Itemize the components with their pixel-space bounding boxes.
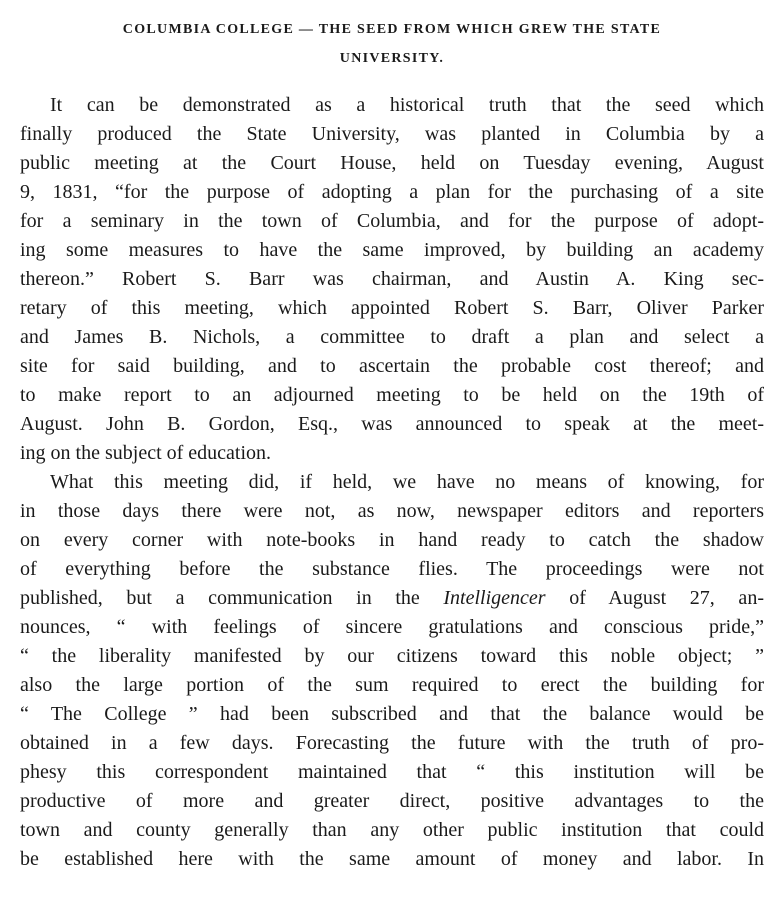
paragraph-1-line: 9, 1831, “for the purpose of adopting a plan for the purchasing of a site (20, 181, 764, 203)
newspaper-title: Intelligencer (443, 587, 546, 609)
paragraph-2-line: productive of more and greater direct, positive advantages to the (20, 790, 764, 812)
paragraph-2-line (20, 585, 764, 611)
text-run: published, but a communication in the (20, 587, 444, 609)
paragraph-2-line: of everything before the substance flies. The proceedings were not (20, 558, 764, 580)
paragraph-1-line: finally produced the State University, was planted in Columbia by a (20, 123, 764, 145)
paragraph-2-line: obtained in a few days. Forecasting the future with the truth of pro- (20, 732, 764, 754)
paragraph-1-line: August. John B. Gordon, Esq., was announced to speak at the meet- (20, 413, 764, 435)
paragraph-2-line: What this meeting did, if held, we have no means of knowing, for (50, 471, 764, 493)
paragraph-1-line: ing some measures to have the same improved, by building an academy (20, 239, 764, 261)
paragraph-2-line: town and county generally than any other public institution that could (20, 819, 764, 841)
paragraph-1-line: site for said building, and to ascertain the probable cost thereof; and (20, 355, 764, 377)
paragraph-1-line: It can be demonstrated as a historical truth that the seed which (50, 94, 764, 116)
section-heading-line-1: COLUMBIA COLLEGE — THE SEED FROM WHICH GREW THE STATE (122, 22, 662, 37)
paragraph-1-line: thereon.” Robert S. Barr was chairman, and Austin A. King sec- (20, 268, 764, 290)
paragraph-1-line: public meeting at the Court House, held on Tuesday evening, August (20, 152, 764, 174)
paragraph-2-line: phesy this correspondent maintained that “ this institution will be (20, 761, 764, 783)
paragraph-1-line: retary of this meeting, which appointed Robert S. Barr, Oliver Parker (20, 297, 764, 319)
paragraph-1-line: ing on the subject of education. (20, 442, 272, 464)
paragraph-1-line: and James B. Nichols, a committee to draft a plan and select a (20, 326, 764, 348)
paragraph-2-line: also the large portion of the sum required to erect the building for (20, 674, 764, 696)
section-heading-line-2: UNIVERSITY. (339, 51, 445, 66)
paragraph-2-line: in those days there were not, as now, newspaper editors and reporters (20, 500, 764, 522)
paragraph-2-line: nounces, “ with feelings of sincere gratulations and conscious pride,” (20, 616, 764, 638)
paragraph-1-line: for a seminary in the town of Columbia, and for the purpose of adopt- (20, 210, 764, 232)
paragraph-2-line: “ The College ” had been subscribed and that the balance would be (20, 703, 764, 725)
paragraph-2-line: “ the liberality manifested by our citizens toward this noble object; ” (20, 645, 764, 667)
paragraph-1-line: to make report to an adjourned meeting to be held on the 19th of (20, 384, 764, 406)
text-run: of August 27, an- (545, 587, 764, 609)
paragraph-2-line: on every corner with note-books in hand ready to catch the shadow (20, 529, 764, 551)
paragraph-2-line: be established here with the same amount of money and labor. In (20, 848, 764, 870)
